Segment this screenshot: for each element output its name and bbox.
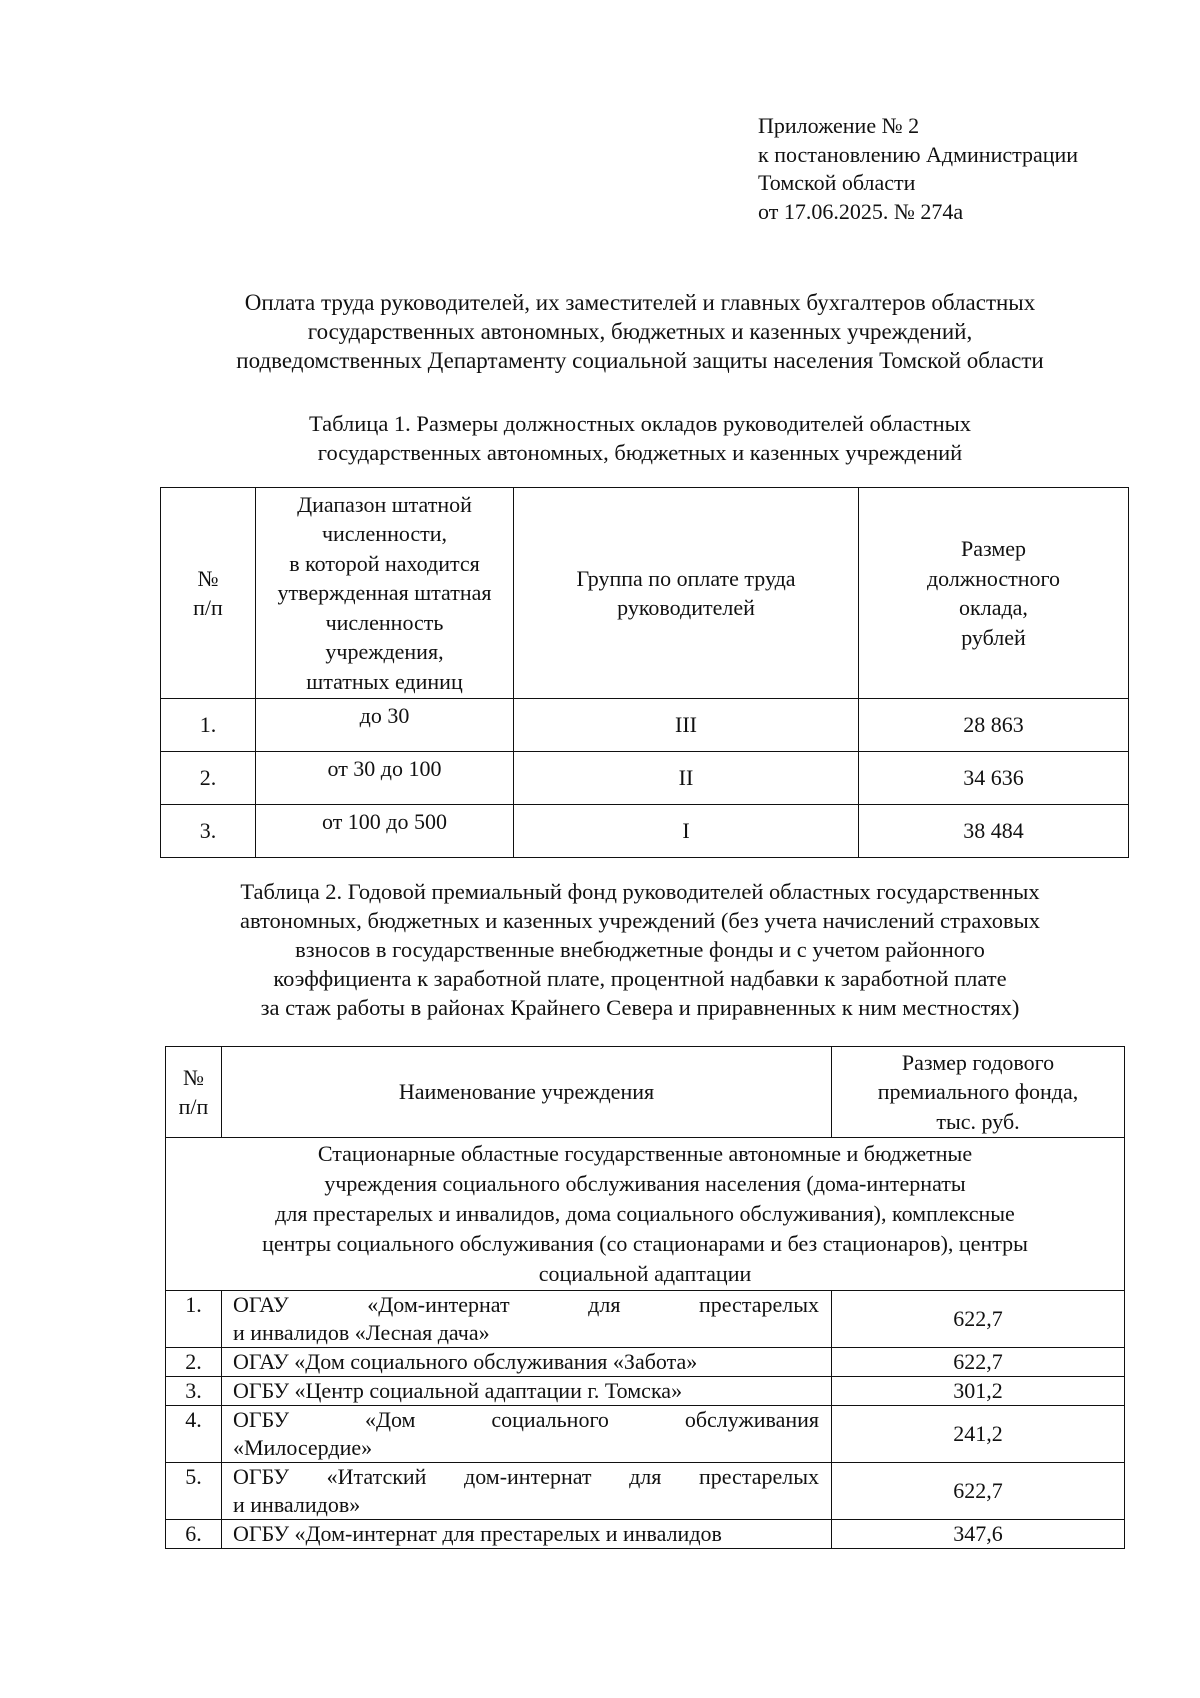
- row-bonus-fund: 622,7: [832, 1463, 1125, 1520]
- row-num: 3.: [166, 1377, 222, 1406]
- table-row: [166, 1463, 1125, 1520]
- row-num: 2.: [161, 752, 256, 805]
- row-num: 4.: [166, 1406, 222, 1463]
- table-row: [166, 1520, 1125, 1549]
- row-staff-range: от 30 до 100: [256, 752, 514, 805]
- row-num: 1.: [166, 1291, 222, 1348]
- bonus-fund-table: [165, 1046, 1125, 1549]
- row-bonus-fund: 622,7: [832, 1348, 1125, 1377]
- title-line: подведомственных Департаменту социальной защиты населения Томской области: [236, 348, 1044, 373]
- row-pay-group: III: [514, 699, 859, 752]
- caption-line: Таблица 2. Годовой премиальный фонд руководителей областных государственных: [240, 879, 1040, 904]
- caption-line: государственных автономных, бюджетных и казенных учреждений: [317, 440, 963, 465]
- row-institution-name: ОГБУ «Дом социального обслуживания «Милосердие»: [222, 1406, 832, 1463]
- document-title: [150, 288, 1130, 375]
- section-title: Стационарные областные государственные автономные и бюджетные учреждения социального обслуживания населения (дома-интернаты для престарелых и инвалидов, дома социального обслуживания), комплексные центры социального обслуживания (со стационарами и без стационаров), центры социальной адаптации: [166, 1138, 1125, 1291]
- row-salary: 28 863: [859, 699, 1129, 752]
- salary-table: [160, 487, 1129, 858]
- table-row: [166, 1291, 1125, 1348]
- appendix-resolution: к постановлению Администрации: [758, 141, 1079, 167]
- caption-line: коэффициента к заработной плате, процентной надбавки к заработной плате: [273, 966, 1007, 991]
- header-institution-name: Наименование учреждения: [222, 1047, 832, 1138]
- row-institution-name: ОГАУ «Дом социального обслуживания «Забота»: [222, 1348, 832, 1377]
- row-bonus-fund: 622,7: [832, 1291, 1125, 1348]
- caption-line: автономных, бюджетных и казенных учреждений (без учета начислений страховых: [239, 908, 1041, 933]
- header-salary: Размер должностного оклада, рублей: [859, 488, 1129, 699]
- row-salary: 38 484: [859, 805, 1129, 858]
- row-bonus-fund: 347,6: [832, 1520, 1125, 1549]
- header-num: № п/п: [166, 1047, 222, 1138]
- section-row: [166, 1138, 1125, 1291]
- appendix-header: [758, 112, 1078, 226]
- table-header-row: [161, 488, 1129, 699]
- header-bonus-fund: Размер годового премиального фонда, тыс. руб.: [832, 1047, 1125, 1138]
- header-num: № п/п: [161, 488, 256, 699]
- title-line: государственных автономных, бюджетных и казенных учреждений,: [307, 319, 973, 344]
- table-row: [161, 699, 1129, 752]
- row-pay-group: II: [514, 752, 859, 805]
- title-line: Оплата труда руководителей, их заместителей и главных бухгалтеров областных: [244, 290, 1036, 315]
- row-pay-group: I: [514, 805, 859, 858]
- table-row: [166, 1377, 1125, 1406]
- row-staff-range: от 100 до 500: [256, 805, 514, 858]
- table-header-row: [166, 1047, 1125, 1138]
- row-institution-name: ОГБУ «Дом-интернат для престарелых и инвалидов: [222, 1520, 832, 1549]
- row-num: 2.: [166, 1348, 222, 1377]
- row-staff-range: до 30: [256, 699, 514, 752]
- row-institution-name: ОГАУ «Дом-интернат для престарелых и инвалидов «Лесная дача»: [222, 1291, 832, 1348]
- table-row: [161, 805, 1129, 858]
- table-row: [166, 1348, 1125, 1377]
- header-staff-range: Диапазон штатной численности, в которой находится утвержденная штатная численность учреждения, штатных единиц: [256, 488, 514, 699]
- row-num: 5.: [166, 1463, 222, 1520]
- caption-line: взносов в государственные внебюджетные фонды и с учетом районного: [295, 937, 985, 962]
- row-salary: 34 636: [859, 752, 1129, 805]
- appendix-date: от 17.06.2025. № 274а: [758, 198, 964, 224]
- row-num: 3.: [161, 805, 256, 858]
- row-institution-name: ОГБУ «Центр социальной адаптации г. Томска»: [222, 1377, 832, 1406]
- header-pay-group: Группа по оплате труда руководителей: [514, 488, 859, 699]
- table-row: [166, 1406, 1125, 1463]
- caption-line: за стаж работы в районах Крайнего Севера и приравненных к ним местностях): [260, 995, 1020, 1020]
- row-bonus-fund: 241,2: [832, 1406, 1125, 1463]
- row-bonus-fund: 301,2: [832, 1377, 1125, 1406]
- row-institution-name: ОГБУ «Итатский дом-интернат для престарелых и инвалидов»: [222, 1463, 832, 1520]
- row-num: 1.: [161, 699, 256, 752]
- caption-line: Таблица 1. Размеры должностных окладов руководителей областных: [308, 411, 972, 436]
- table1-caption: [150, 409, 1130, 467]
- row-num: 6.: [166, 1520, 222, 1549]
- appendix-number: Приложение № 2: [758, 113, 920, 138]
- appendix-region: Томской области: [758, 170, 916, 195]
- table-row: [161, 752, 1129, 805]
- table2-caption: [160, 877, 1120, 1022]
